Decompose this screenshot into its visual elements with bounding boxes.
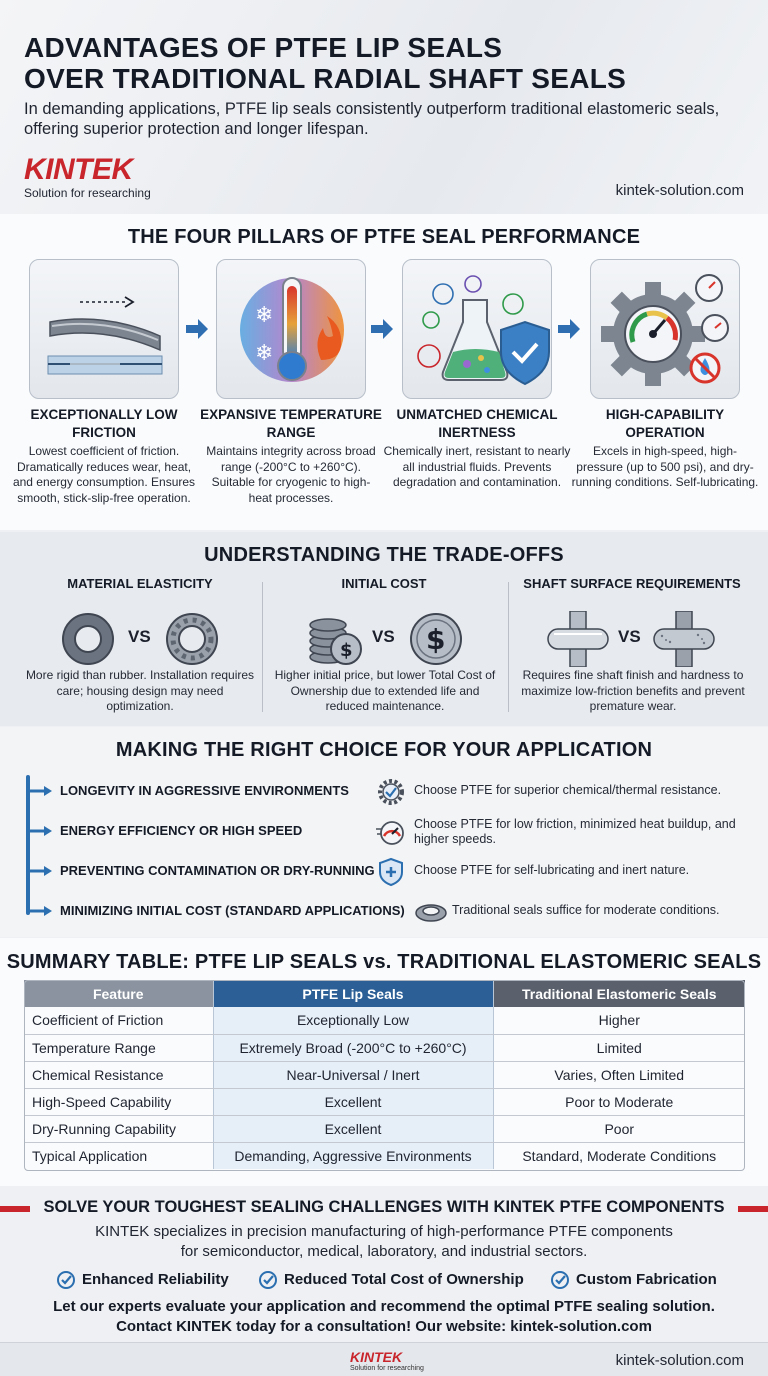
footer-tagline: Solution for researching: [350, 1365, 424, 1372]
cta-line: Let our experts evaluate your application and recommend the optimal PTFE sealing solution.: [53, 1298, 715, 1315]
table-cell: Typical Application: [32, 1147, 148, 1164]
divider: [262, 582, 263, 712]
gear-gauge-icon: [590, 259, 740, 399]
thermometer-icon: [216, 259, 366, 399]
rough-shaft-icon: [652, 611, 716, 667]
choice-row: [0, 811, 768, 851]
tradeoff-desc: Higher initial price, but lower Total Cost of Ownership due to extended life and reduced maintenance.: [274, 668, 496, 713]
table-cell: Demanding, Aggressive Environments: [213, 1142, 493, 1169]
header: [0, 0, 768, 214]
table-cell: Chemical Resistance: [24, 1061, 213, 1088]
choice-label: ENERGY EFFICIENCY OR HIGH SPEED: [60, 823, 303, 838]
arrow-right-icon: [30, 786, 52, 796]
choice-row: [0, 851, 768, 891]
table-header: PTFE Lip Seals: [213, 980, 493, 1007]
pillar-title-friction: EXCEPTIONALLY LOW FRICTION: [30, 407, 178, 440]
pillar-desc-operation: Excels in high-speed, high-pressure (up to 500 psi), and dry-running conditions. Self-lubricating.: [571, 444, 759, 489]
table-cell: Extremely Broad (-200°C to +260°C): [213, 1034, 493, 1061]
tradeoffs-title: UNDERSTANDING THE TRADE-OFFS: [204, 544, 564, 566]
dollar-coin-icon: [406, 609, 466, 669]
table-cell: Standard, Moderate Conditions: [522, 1147, 717, 1164]
table-cell: Temperature Range: [24, 1034, 213, 1061]
choice-label: PREVENTING CONTAMINATION OR DRY-RUNNING: [60, 863, 375, 878]
tradeoff-title: SHAFT SURFACE REQUIREMENTS: [523, 576, 741, 591]
table-row: [24, 1034, 745, 1061]
pillar-title-temperature: EXPANSIVE TEMPERATURE RANGE: [200, 407, 382, 440]
table-row: [24, 1142, 745, 1169]
feature-item: Enhanced Reliability: [82, 1271, 229, 1288]
check-circle-icon: [258, 1270, 278, 1290]
tradeoff-elasticity: [20, 576, 260, 673]
cta-contact-line[interactable]: Contact KINTEK today for a consultation! Our website: kintek-solution.com: [116, 1318, 652, 1335]
brand-logo: KINTEK: [24, 153, 133, 186]
choice-section: [0, 727, 768, 937]
svg-text:❄: ❄: [255, 341, 274, 366]
tradeoff-shaft: [512, 576, 752, 673]
gear-check-icon: [376, 777, 406, 807]
tradeoff-title: INITIAL COST: [341, 576, 427, 591]
footer-website-link[interactable]: kintek-solution.com: [615, 1352, 744, 1369]
choice-row: [0, 771, 768, 811]
tradeoff-cost: [266, 576, 502, 673]
summary-table-title: SUMMARY TABLE: PTFE LIP SEALS vs. TRADITIONAL ELASTOMERIC SEALS: [6, 951, 762, 973]
brand-tagline: Solution for researching: [24, 186, 151, 200]
pillars-section: [0, 214, 768, 530]
summary-table: [24, 980, 745, 1169]
pillar-desc-temperature: Maintains integrity across broad range (-200°C to +260°C). Suitable for cryogenic to high-heat processes.: [206, 444, 376, 505]
friction-icon: [29, 259, 179, 399]
table-row: [24, 1061, 745, 1088]
arrow-right-icon: [30, 866, 52, 876]
table-row: [24, 1088, 745, 1115]
seal-ring-icon: [414, 897, 448, 927]
arrow-right-icon: [30, 906, 52, 916]
arrow-right-icon: [184, 316, 210, 342]
arrow-right-icon: [556, 316, 582, 342]
choice-label: LONGEVITY IN AGGRESSIVE ENVIRONMENTS: [60, 783, 349, 798]
vs-label: VS: [618, 627, 641, 646]
cta-section: [0, 1186, 768, 1341]
table-cell: Excellent: [213, 1115, 493, 1142]
feature-item: Custom Fabrication: [576, 1271, 717, 1288]
choice-text: Traditional seals suffice for moderate conditions.: [452, 903, 720, 917]
pillar-desc-friction: Lowest coefficient of friction. Dramatically reduces wear, heat, and energy consumption. Ensures smooth, stick-slip-free operation.: [12, 444, 196, 505]
choice-label: MINIMIZING INITIAL COST (STANDARD APPLICATIONS): [60, 903, 405, 918]
speedometer-icon: [376, 817, 406, 847]
table-row: [24, 1007, 745, 1034]
shield-plus-icon: [376, 857, 406, 887]
feature-item: Reduced Total Cost of Ownership: [284, 1271, 524, 1288]
table-row: [24, 1115, 745, 1142]
tradeoff-desc: More rigid than rubber. Installation requires care; housing design may need optimization.: [25, 668, 255, 713]
table-cell: Near-Universal / Inert: [213, 1061, 493, 1088]
choice-row: [0, 891, 768, 931]
flask-shield-icon: [402, 259, 552, 399]
cta-body: KINTEK specializes in precision manufacturing of high-performance PTFE components for semiconductor, medical, laboratory, and industrial sectors.: [95, 1223, 673, 1260]
arrow-right-icon: [30, 826, 52, 836]
table-cell: Dry-Running Capability: [24, 1115, 213, 1142]
footer: [0, 1342, 768, 1376]
choice-text: Choose PTFE for low friction, minimized heat buildup, and higher speeds.: [414, 817, 736, 846]
table-cell: Varies, Often Limited: [493, 1061, 745, 1088]
check-circle-icon: [550, 1270, 570, 1290]
table-header: Feature: [24, 980, 213, 1007]
smooth-shaft-icon: [546, 611, 610, 667]
table-cell: Poor: [493, 1115, 745, 1142]
svg-text:$: $: [426, 623, 446, 656]
table-cell: Excellent: [213, 1088, 493, 1115]
choice-text: Choose PTFE for superior chemical/thermal resistance.: [414, 783, 722, 797]
footer-brand-logo: KINTEK: [350, 1349, 403, 1365]
cta-title: SOLVE YOUR TOUGHEST SEALING CHALLENGES WITH KINTEK PTFE COMPONENTS: [43, 1198, 725, 1216]
table-cell: Exceptionally Low: [213, 1007, 493, 1034]
pillar-desc-chemical: Chemically inert, resistant to nearly all industrial fluids. Prevents degradation and contamination.: [383, 444, 571, 489]
svg-text:❄: ❄: [255, 303, 274, 328]
rigid-ring-icon: [58, 609, 118, 669]
check-circle-icon: [56, 1270, 76, 1290]
page-subtitle: In demanding applications, PTFE lip seals consistently outperform traditional elastomeric seals, offering superior protection and longer lifespan.: [24, 100, 720, 138]
table-cell: Higher: [493, 1007, 745, 1034]
table-cell: Coefficient of Friction: [24, 1007, 213, 1034]
vs-label: VS: [372, 627, 395, 646]
tradeoff-title: MATERIAL ELASTICITY: [67, 576, 213, 591]
choice-text: Choose PTFE for self-lubricating and inert nature.: [414, 863, 690, 877]
pillars-title: THE FOUR PILLARS OF PTFE SEAL PERFORMANCE: [127, 226, 641, 248]
arrow-right-icon: [369, 316, 395, 342]
page-title: ADVANTAGES OF PTFE LIP SEALS OVER TRADITIONAL RADIAL SHAFT SEALS: [24, 32, 627, 94]
table-cell: High-Speed Capability: [24, 1088, 213, 1115]
table-header-row: [24, 980, 745, 1007]
summary-table-section: [0, 938, 768, 1186]
website-link[interactable]: kintek-solution.com: [615, 182, 744, 199]
pillar-title-operation: HIGH-CAPABILITY OPERATION: [605, 407, 725, 440]
table-cell: Poor to Moderate: [493, 1088, 745, 1115]
coin-stack-icon: [306, 607, 364, 671]
tradeoffs-section: [0, 532, 768, 726]
table-cell: Limited: [493, 1034, 745, 1061]
svg-text:$: $: [340, 640, 353, 661]
choice-title: MAKING THE RIGHT CHOICE FOR YOUR APPLICATION: [115, 739, 653, 761]
divider: [508, 582, 509, 712]
table-header: Traditional Elastomeric Seals: [493, 980, 745, 1007]
tradeoff-desc: Requires fine shaft finish and hardness to maximize low-friction benefits and prevent premature wear.: [521, 668, 745, 713]
rubber-ring-icon: [162, 609, 222, 669]
pillar-title-chemical: UNMATCHED CHEMICAL INERTNESS: [396, 407, 558, 440]
vs-label: VS: [128, 627, 151, 646]
